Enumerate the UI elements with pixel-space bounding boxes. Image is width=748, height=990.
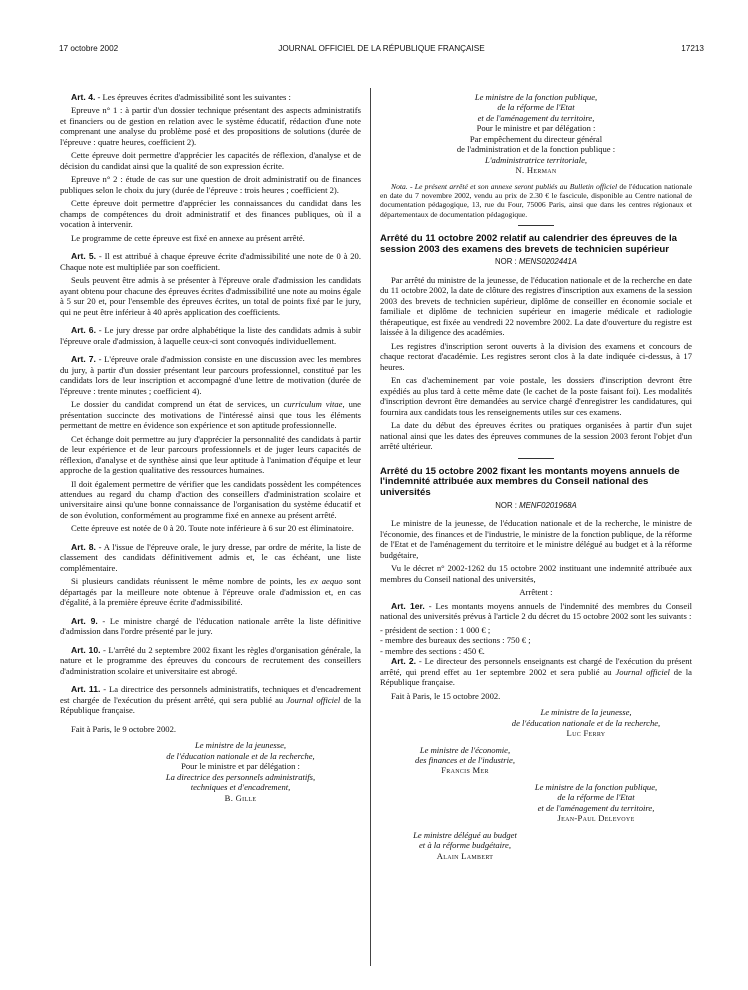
article-7: Art. 7. - L'épreuve orale d'admission consiste en une discussion avec les membres du jury, à partir d'un dossier présentant leur parcours professionnel, constitué par les candidats lors de leur inscription et accompagné d'une lettre de motivation (durée de l'épreuve : trente minutes ; coefficient 4).	[60, 354, 361, 396]
page-header	[59, 44, 704, 58]
article-5-paragraph: Seuls peuvent être admis à se présenter à l'épreuve orale d'admission les candidats ayant obtenu pour chacune des épreuves écrites d'admissibilité une note au moins égale à 5 sur 20 et, pour l'ensemble des épreuves écrites, un total de points fixé par le jury, qui ne peut être inférieur à 40 après application des coefficients.	[60, 275, 361, 317]
header-journal-title: JOURNAL OFFICIEL DE LA RÉPUBLIQUE FRANÇAISE	[278, 44, 485, 53]
decree-title: Arrêté du 11 octobre 2002 relatif au calendrier des épreuves de la session 2003 des examens des brevets de technicien supérieur	[380, 232, 678, 255]
article-7-paragraph: Cet échange doit permettre au jury d'apprécier la personnalité des candidats à partir de leur expérience et de leur parcours professionnels et de juger leurs capacités de réflexion, d'analyse et de synthèse ainsi que leur aptitude à l'animation d'équipe et leur approche de la gestion qualitative des ressources humaines.	[60, 433, 361, 476]
article-6: Art. 6. - Le jury dresse par ordre alphabétique la liste des candidats admis à subir l'épreuve orale d'admission, à laquelle ceux-ci sont convoqués individuellement.	[60, 325, 361, 346]
arretent-heading: Arrêtent :	[519, 587, 553, 598]
signatory-name: Luc Ferry	[566, 728, 606, 739]
signature-block: Le ministre de la jeunesse, de l'éducation nationale et de la recherche, Luc Ferry	[480, 707, 692, 738]
section-separator	[518, 225, 554, 226]
left-column	[60, 92, 361, 968]
decree-paragraph: Par arrêté du ministre de la jeunesse, de l'éducation nationale et de la recherche en date du 11 octobre 2002, la date de clôture des registres d'inscription aux examens de la session 2003 des brevets de technicien supérieur, diplôme de conseiller en économie sociale et familiale et diplôme de technicien supérieur en imagerie médicale et radiologie thérapeutique, est fixée au vendredi 22 novembre 2002. La date d'ouverture du registre est laissée à la diligence des académies.	[380, 274, 692, 338]
article-4-paragraph: Le programme de cette épreuve est fixé en annexe au présent arrêté.	[71, 232, 305, 243]
signature-block: Le ministre de la jeunesse, de l'éducation nationale et de la recherche, Pour le ministre et par délégation : La directrice des personnels administratifs, techniques et d'encadrement, B. Gille	[120, 740, 361, 803]
signing-place-date: Fait à Paris, le 15 octobre 2002.	[391, 690, 501, 701]
decree-paragraph: Les registres d'inscription seront ouverts à la division des examens et concours de chaque rectorat d'académie. Les registres seront clos à la date indiquée ci-dessus, à 17 heures.	[380, 340, 692, 372]
article-8-paragraph: Si plusieurs candidats réunissent le même nombre de points, les ex aequo sont départagés par la meilleure note obtenue à l'épreuve orale d'admission et, en cas d'égalité, à la première épreuve écrite d'admissibilité.	[60, 576, 361, 608]
decree-paragraph: En cas d'acheminement par voie postale, les dossiers d'inscription devront être expédiés au plus tard à cette même date (le cachet de la poste faisant foi). Les modalités d'inscription devront être demandées au service chargé d'enregistrer les candidatures, qui fournira aux candidats tous les renseignements utiles sur ces examens.	[380, 375, 692, 417]
signatory-name: B. Gille	[224, 792, 257, 803]
signature-block: Le ministre délégué au budget et à la réforme budgétaire, Alain Lambert	[380, 830, 550, 861]
list-item: - président de section : 1 000 € ;	[380, 624, 491, 635]
article-11: Art. 11. - La directrice des personnels administratifs, techniques et d'encadrement est chargée de l'exécution du présent arrêté, qui sera publié au Journal officiel de la République française.	[60, 684, 361, 716]
signatory-name: Alain Lambert	[436, 850, 494, 861]
article-4-epreuve-1: Epreuve n° 1 : à partir d'un dossier technique présentant des aspects administratifs et financiers ou de gestion en relation avec le système éducatif, rédaction d'une note comprenant une analyse du problème posé et des propositions de solutions (durée de l'épreuve : quatre heures, coefficient 2).	[60, 105, 361, 147]
article-2: Art. 2. - Le directeur des personnels enseignants est chargé de l'exécution du présent arrêté, qui prend effet au 1er septembre 2002 et sera publié au Journal officiel de la République française.	[380, 656, 692, 688]
signature-block: Le ministre de l'économie, des finances et de l'industrie, Francis Mer	[380, 745, 550, 776]
article-9: Art. 9. - Le ministre chargé de l'éducation nationale arrête la liste définitive d'admission dans l'ordre présenté par le jury.	[60, 615, 361, 637]
list-item: - membre des sections : 450 €.	[380, 645, 485, 656]
article-7-paragraph: Le dossier du candidat comprend un état de services, un curriculum vitae, une présentation succincte des motivations de l'intéressé ainsi que tous les éléments permettant de mettre en évidence son expérience et son aptitude professionnelle.	[60, 399, 361, 431]
article-4-epreuve-2: Epreuve n° 2 : étude de cas sur une question de droit administratif ou de finances publiques selon le choix du jury (durée de l'épreuve : trois heures ; coefficient 2).	[60, 174, 361, 195]
nor-reference: NOR : MENF0201968A	[495, 500, 577, 510]
decree-paragraph: La date du début des épreuves écrites ou pratiques organisées à partir d'un sujet national ainsi que les dates des épreuves communes de la session 2003 feront l'objet d'un arrêté ultérieur.	[380, 420, 692, 452]
decree-title: Arrêté du 15 octobre 2002 fixant les montants moyens annuels de l'indemnité attribuée aux membres du Conseil national des universités	[380, 465, 680, 499]
signatory-name: Francis Mer	[441, 765, 489, 776]
signature-block: Le ministre de la fonction publique, de la réforme de l'Etat et de l'aménagement du territoire, Jean-Paul Delevoye	[500, 782, 692, 824]
signature-block: Le ministre de la fonction publique, de la réforme de l'Etat et de l'aménagement du territoire, Pour le ministre et par délégation : Par empêchement du directeur général de l'administration et de la fonction publique : L'administratrice territoriale, N. Herman	[380, 92, 692, 176]
article-1: Art. 1er. - Les montants moyens annuels de l'indemnité des membres du Conseil national des universités prévus à l'article 2 du décret du 15 octobre 2002 sont les suivants :	[380, 600, 692, 622]
column-divider	[370, 88, 371, 966]
article-4-paragraph: Cette épreuve doit permettre d'apprécier les capacités de réflexion, d'analyse et de décision du candidat ainsi que la qualité de son expression écrite.	[60, 150, 361, 171]
signing-place-date: Fait à Paris, le 9 octobre 2002.	[71, 723, 177, 734]
article-7-paragraph: Cette épreuve est notée de 0 à 20. Toute note inférieure à 6 sur 20 est éliminatoire.	[71, 523, 354, 534]
nota-note: Nota. - Le présent arrêté et son annexe seront publiés au Bulletin officiel de l'éducation nationale en date du 7 novembre 2002, vendu au prix de 2.30 € le fascicule, disponible au Centre national de documentation pédagogique, 13, rue du Four, 75006 Paris, ainsi que dans les centres régionaux et départementaux de documentation pédagogique.	[380, 181, 692, 219]
article-5: Art. 5. - Il est attribué à chaque épreuve écrite d'admissibilité une note de 0 à 20. Chaque note est multipliée par son coefficient.	[60, 251, 361, 272]
decree-paragraph: Vu le décret n° 2002-1262 du 15 octobre 2002 instituant une indemnité attribuée aux membres du Conseil national des universités,	[380, 563, 692, 584]
list-item: - membre des bureaux des sections : 750 € ;	[380, 635, 531, 646]
nor-reference: NOR : MENS0202441A	[495, 257, 577, 267]
header-page-number: 17213	[681, 44, 704, 53]
signatory-name: N. Herman	[515, 165, 557, 176]
signatory-name: Jean-Paul Delevoye	[557, 813, 635, 824]
article-8: Art. 8. - A l'issue de l'épreuve orale, le jury dresse, par ordre de mérite, la liste de classement des candidats définitivement admis et, le cas échéant, une liste complémentaire.	[60, 541, 361, 573]
section-separator	[518, 458, 554, 459]
decree-paragraph: Le ministre de la jeunesse, de l'éducation nationale et de la recherche, le ministre de l'économie, des finances et de l'industrie, le ministre de la fonction publique, de la réforme de l'Etat et de l'aménagement du territoire et le ministre délégué au budget et à la réforme budgétaire,	[380, 518, 692, 560]
right-column	[380, 92, 692, 968]
article-4-paragraph: Cette épreuve doit permettre d'apprécier les connaissances du candidat dans les champs de compétences du droit administratif et des finances publiques, où il a vocation à intervenir.	[60, 198, 361, 230]
article-10: Art. 10. - L'arrêté du 2 septembre 2002 fixant les règles d'organisation générale, la nature et le programme des épreuves du concours de recrutement des conseillers d'administration scolaire et universitaire est abrogé.	[60, 644, 361, 676]
header-date: 17 octobre 2002	[59, 44, 119, 53]
article-4: Art. 4. - Les épreuves écrites d'admissibilité sont les suivantes :	[71, 92, 291, 102]
article-7-paragraph: Il doit également permettre de vérifier que les candidats possèdent les compétences attendues au regard du champ d'action des conseillers d'administration scolaire et universitaire ainsi qu'une bonne connaissance de l'organisation du système éducatif et de son évolution, conformément au programme fixé en annexe au présent arrêté.	[60, 478, 361, 520]
